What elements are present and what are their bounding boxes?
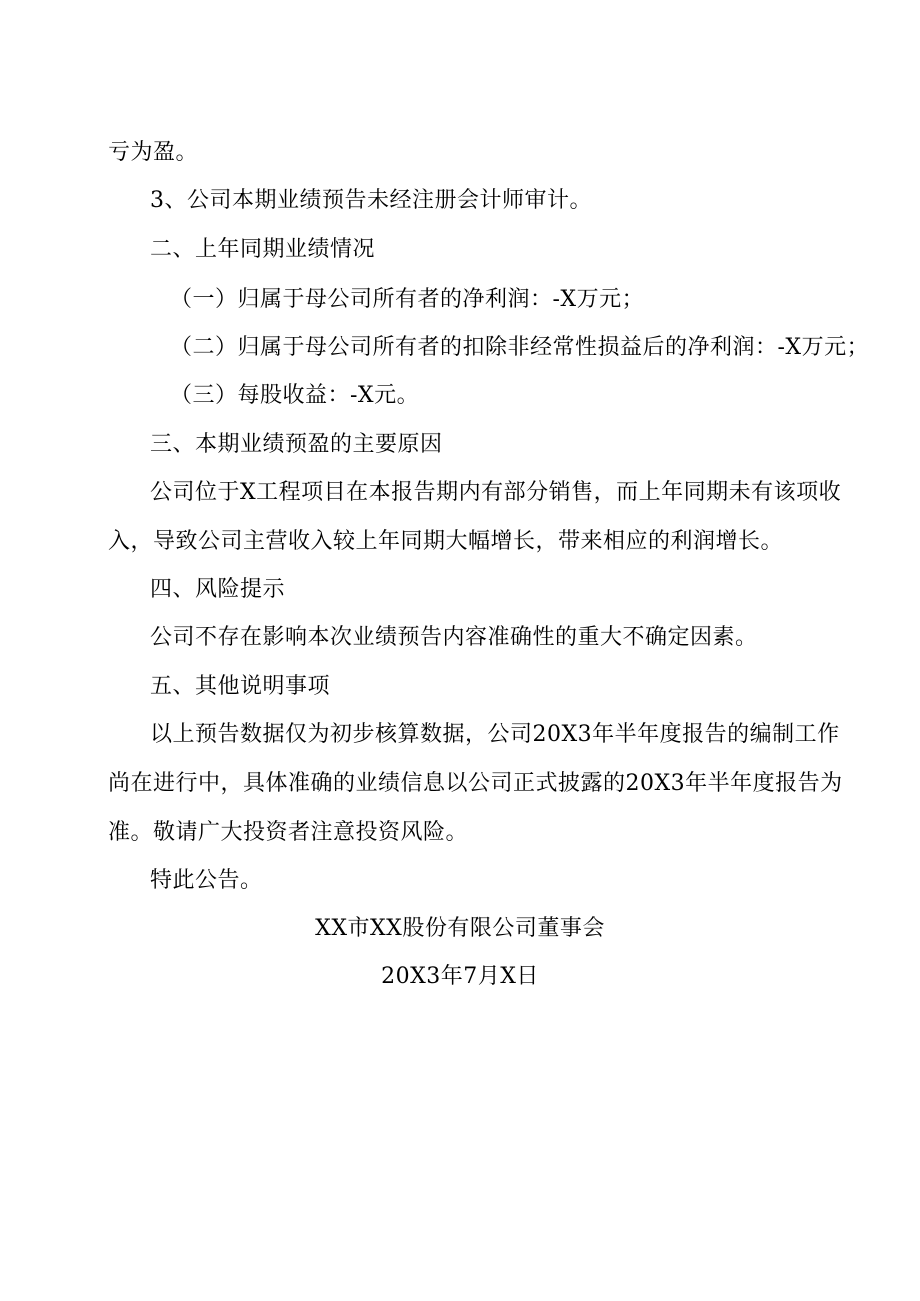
signature-company: XX市XX股份有限公司董事会: [315, 916, 605, 941]
section-heading-risk: 四、风险提示: [150, 577, 286, 602]
other-line-3: 准。敬请广大投资者注意投资风险。: [108, 820, 469, 845]
item-net-profit: （一）归属于母公司所有者的净利润：-X万元；: [170, 287, 645, 312]
signature-date: 20X3年7月X日: [381, 964, 539, 989]
other-line-1: 以上预告数据仅为初步核算数据，公司20X3年半年度报告的编制工作: [150, 722, 840, 747]
section-heading-other: 五、其他说明事项: [150, 674, 331, 699]
other-line-2: 尚在进行中，具体准确的业绩信息以公司正式披露的20X3年半年度报告为: [108, 771, 843, 796]
closing-statement: 特此公告。: [150, 868, 263, 893]
reasons-line-2: 入，导致公司主营收入较上年同期大幅增长，带来相应的利润增长。: [108, 529, 784, 554]
audit-note: 3、公司本期业绩预告未经注册会计师审计。: [150, 188, 592, 213]
item-net-profit-deducted: （二）归属于母公司所有者的扣除非经常性损益后的净利润：-X万元；: [170, 335, 870, 360]
item-eps: （三）每股收益：-X元。: [170, 383, 420, 408]
reasons-line-1: 公司位于X工程项目在本报告期内有部分销售，而上年同期未有该项收: [150, 480, 842, 505]
paragraph-continuation: 亏为盈。: [108, 140, 199, 165]
section-heading-prior-period: 二、上年同期业绩情况: [150, 237, 376, 262]
section-heading-reasons: 三、本期业绩预盈的主要原因: [150, 432, 443, 457]
risk-text: 公司不存在影响本次业绩预告内容准确性的重大不确定因素。: [150, 625, 758, 650]
